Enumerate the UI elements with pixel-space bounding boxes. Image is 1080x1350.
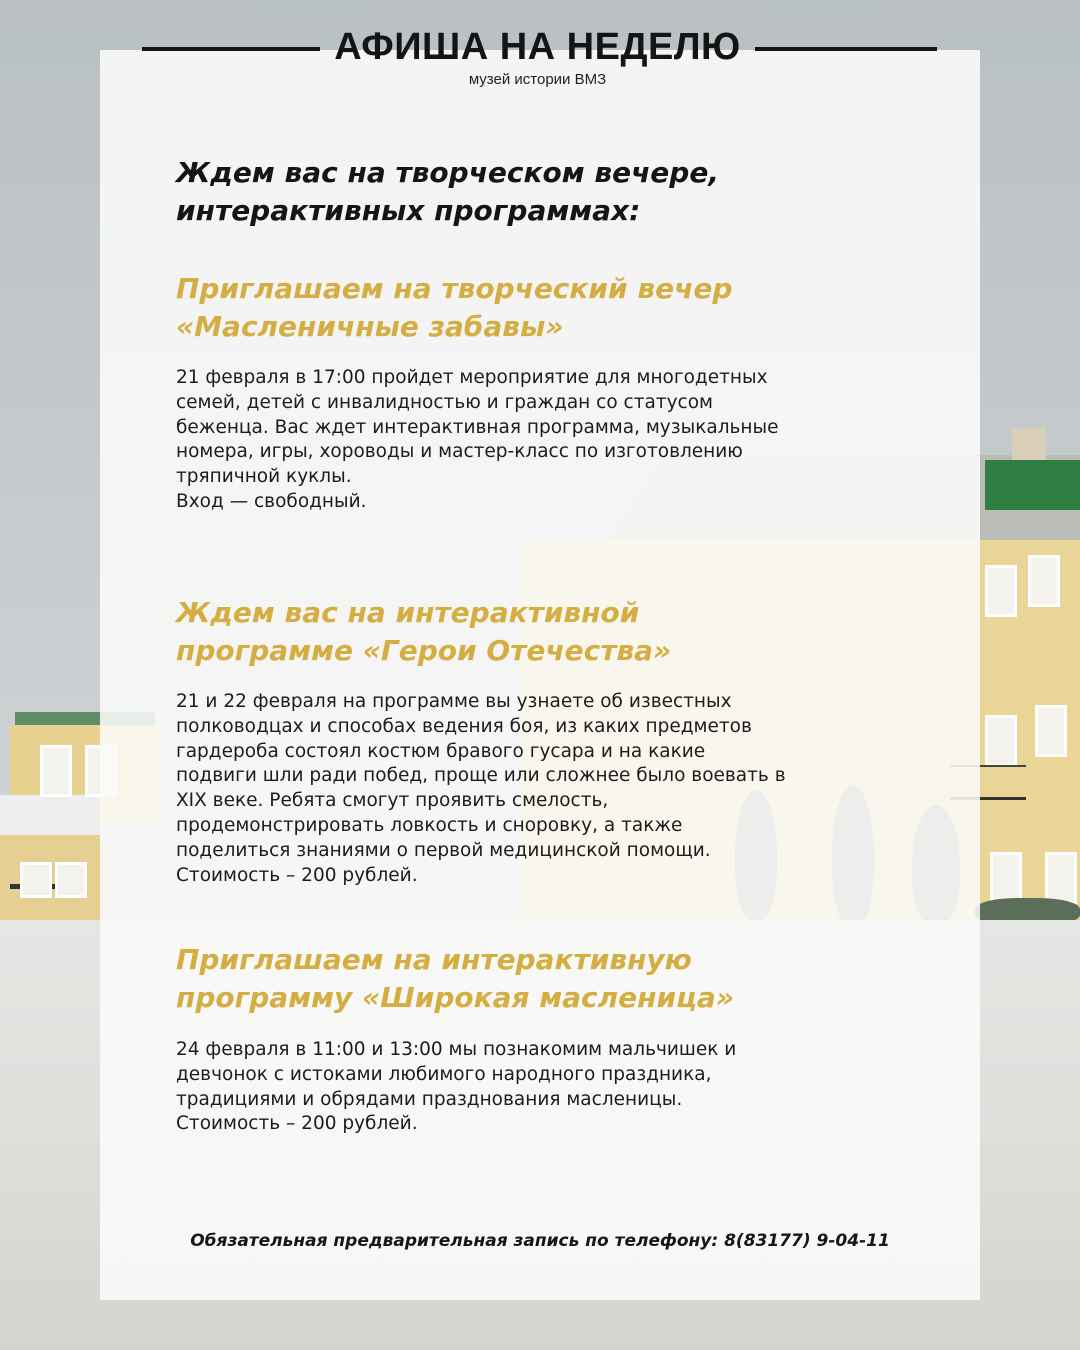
intro-text: Ждем вас на творческом вечере, интерактивных программах: bbox=[176, 156, 719, 227]
event-title-line: Приглашаем на интерактивную bbox=[176, 943, 692, 976]
window bbox=[985, 565, 1017, 617]
registration-note: Обязательная предварительная запись по телефону: 8(83177) 9-04-11 bbox=[190, 1231, 890, 1251]
page-title: АФИША НА НЕДЕЛЮ bbox=[334, 26, 741, 68]
header-divider-left bbox=[142, 47, 320, 51]
window bbox=[1045, 852, 1077, 904]
event-title-line: Приглашаем на творческий вечер bbox=[176, 272, 733, 305]
event-description: 21 и 22 февраля на программе вы узнаете об известных полководцах и способах ведения боя, из каких предметов гардероба состоял костюм бравого гусара и на какие подвиги шли ради побед, проще или сложнее было воевать в XIX веке. Ребята смогут проявить смелость, продемонстрировать ловкость и сноровку, а также поделиться знаниями о первой медицинской помощи. Стоимость – 200 рублей. bbox=[176, 691, 786, 886]
event-title bbox=[176, 941, 936, 1017]
header-divider-right bbox=[755, 47, 937, 51]
window bbox=[985, 715, 1017, 767]
window bbox=[990, 852, 1022, 904]
page-subtitle: музей истории ВМЗ bbox=[468, 71, 607, 88]
event-description: 21 февраля в 17:00 пройдет мероприятие для многодетных семей, детей с инвалидностью и граждан со статусом беженца. Вас ждет интерактивная программа, музыкальные номера, игры, хороводы и мастер-класс по изготовлению тряпичной куклы. Вход — свободный. bbox=[176, 367, 779, 512]
event-description: 24 февраля в 11:00 и 13:00 мы познакомим мальчишек и девчонок с истоками любимого народного праздника, традициями и обрядами празднования масленицы. Стоимость – 200 рублей. bbox=[176, 1039, 737, 1135]
event-title-line: «Масленичные забавы» bbox=[176, 310, 564, 343]
window bbox=[55, 862, 87, 898]
window bbox=[20, 862, 52, 898]
left-house-roof bbox=[0, 795, 100, 835]
window bbox=[1035, 705, 1067, 757]
event-title-line: программу «Широкая масленица» bbox=[176, 981, 734, 1014]
window bbox=[40, 745, 72, 797]
window bbox=[1028, 555, 1060, 607]
green-roof bbox=[985, 460, 1080, 510]
event-title bbox=[176, 270, 936, 346]
event-title bbox=[176, 594, 936, 670]
event-title-line: Ждем вас на интерактивной bbox=[176, 596, 640, 629]
event-title-line: программе «Герои Отечества» bbox=[176, 634, 672, 667]
